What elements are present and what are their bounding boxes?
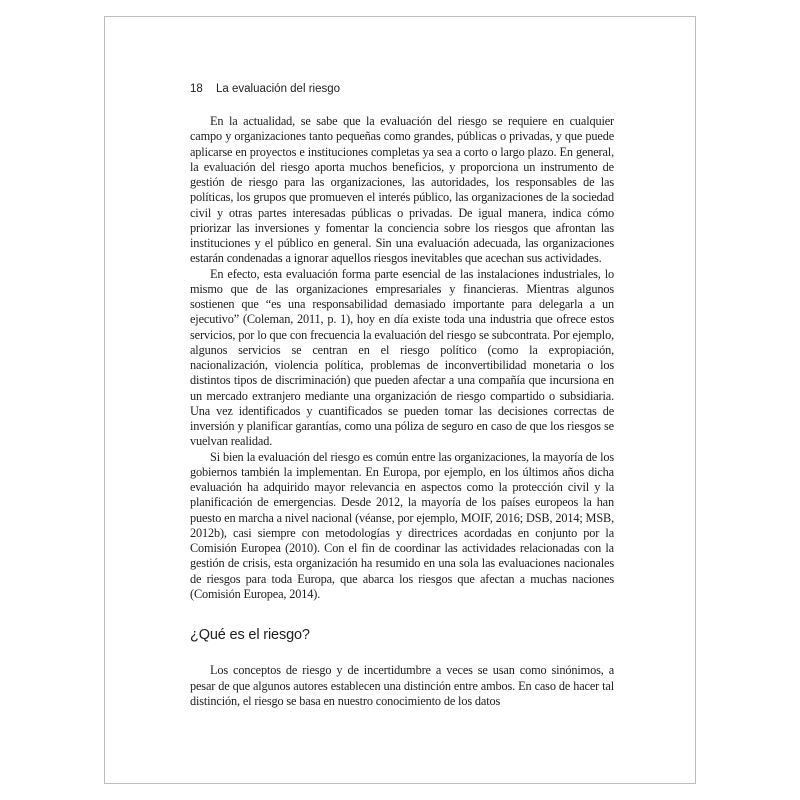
running-header	[190, 83, 610, 95]
section-paragraph: Los conceptos de riesgo y de incertidumbre a veces se usan como sinónimos, a pesar de que algunos autores establecen una distinción entre ambos. En caso de hacer tal distinción, el riesgo se basa en nuestro conocimiento de los datos	[190, 663, 614, 708]
paragraph-3: Si bien la evaluación del riesgo es común entre las organizaciones, la mayoría de los gobiernos también la implementan. En Europa, por ejemplo, en los últimos años dicha evaluación ha adquirido mayor relevancia en aspectos como la protección civil y la planificación de emergencias. Desde 2012, la mayoría de los países europeos la han puesto en marcha a nivel nacional (véanse, por ejemplo, MOIF, 2016; DSB, 2014; MSB, 2012b), casi siempre con metodologías y directrices acordadas en conjunto por la Comisión Europea (2010). Con el fin de coordinar las actividades relacionadas con la gestión de crisis, esta organización ha resumido en una sola las evaluaciones nacionales de riesgos para toda Europa, que abarca los riesgos que afectan a muchas naciones (Comisión Europea, 2014).	[190, 449, 614, 601]
paragraph-1: En la actualidad, se sabe que la evaluación del riesgo se requiere en cualquier campo y organizaciones tanto pequeñas como grandes, públicas o privadas, y que puede aplicarse en proyectos e instituciones completas ya sea a corto o largo plazo. En general, la evaluación del riesgo aporta muchos beneficios, y proporciona un instrumento de gestión de riesgo para las organizaciones, las autoridades, los responsables de las políticas, los grupos que promueven el interés público, las organizaciones de la sociedad civil y otras partes interesadas públicas o privadas. De igual manera, indica cómo priorizar las inversiones y fomentar la conciencia sobre los riesgos que afrontan las instituciones y el público en general. Sin una evaluación adecuada, las organizaciones estarán condenadas a ignorar aquellos riesgos inevitables que acechan sus actividades.	[190, 114, 614, 266]
section-heading: ¿Qué es el riesgo?	[190, 627, 310, 643]
book-page	[104, 16, 696, 784]
running-title: La evaluación del riesgo	[216, 83, 341, 95]
body-text	[190, 114, 614, 709]
page-number: 18	[190, 83, 203, 95]
paragraph-2: En efecto, esta evaluación forma parte esencial de las instalaciones industriales, lo mismo que de las organizaciones empresariales y financieras. Mientras algunos sostienen que “es una responsabilidad demasiado importante para delegarla a un ejecutivo” (Coleman, 2011, p. 1), hoy en día existe toda una industria que ofrece estos servicios, por lo que con frecuencia la evaluación del riesgo se subcontrata. Por ejemplo, algunos servicios se centran en el riesgo político (como la expropiación, nacionalización, violencia política, problemas de inconvertibilidad monetaria o los distintos tipos de discriminación) que pueden afectar a una compañía que incursiona en un mercado extranjero mediante una organización de riesgo compartido o subsidiaria. Una vez identificados y cuantificados se pueden tomar las decisiones correctas de inversión y planificar garantías, como una póliza de seguro en caso de que los riesgos se vuelvan realidad.	[190, 266, 614, 449]
